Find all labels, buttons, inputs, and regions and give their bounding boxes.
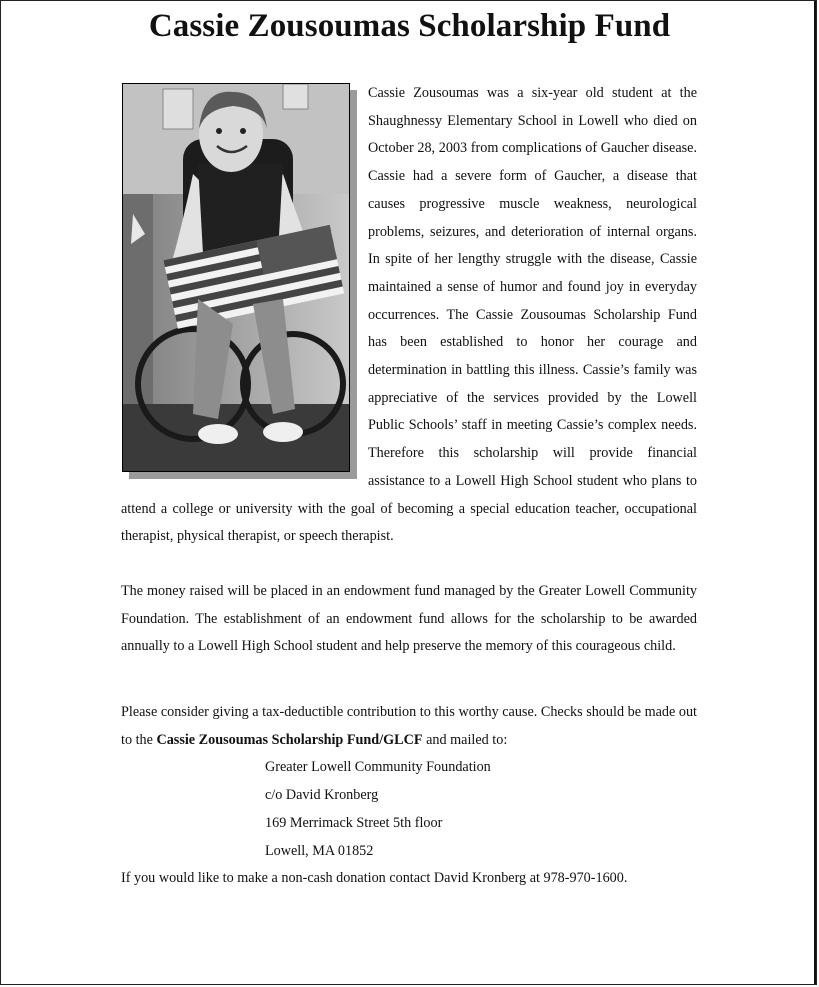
paragraph-endowment: The money raised will be placed in an endowment fund managed by the Greater Lowell Community Foundation. The establishment of an endowment fund allows for the scholarship to be awarded annually to a Lowell High School student and help preserve the memory of this courageous child. [121,582,697,655]
address-line-organization: Greater Lowell Community Foundation [265,759,491,776]
document-body [121,80,697,893]
address-line-city: Lowell, MA 01852 [265,842,374,859]
photo-container [121,83,359,481]
address-line-attention: c/o David Kronberg [265,787,379,804]
contribution-text-before: Please consider giving a tax-deductible contribution to this worthy cause. Checks should be made out to the [121,704,697,748]
document-title: Cassie Zousoumas Scholarship Fund [148,8,671,44]
paragraph-non-cash-donation: If you would like to make a non-cash donation contact David Kronberg at 978-970-1600. [121,870,628,887]
mailing-address [265,754,697,865]
paragraph-contribution [121,699,697,754]
fund-name-bold: Cassie Zousoumas Scholarship Fund/GLCF [156,731,423,748]
address-line-street: 169 Merrimack Street 5th floor [265,814,443,831]
contribution-text-after: and mailed to: [422,731,508,748]
paragraph-background: Cassie Zousoumas was a six-year old student at the Shaughnessy Elementary School in Lowell who died on October 28, 2003 from complications of Gaucher disease. Cassie had a severe form of Gaucher, a disease that causes progressive muscle weakness, neurological problems, seizures, and deterioration of internal organs. In spite of her lengthy struggle with the disease, Cassie maintained a sense of humor and found joy in everyday occurrences. The Cassie Zousoumas Scholarship Fund has been established to honor her courage and determination in battling this illness. Cassie’s family was appreciative of the services provided by the Lowell Public Schools’ staff in meeting Cassie’s complex needs. Therefore this scholarship will provide financial assistance to a Lowell High School student who plans to attend a college or university with the goal of becoming a special education teacher, occupational therapist, physical therapist, or speech therapist. [121,85,697,545]
child-photo-illustration [123,84,349,471]
child-photo [122,83,350,472]
